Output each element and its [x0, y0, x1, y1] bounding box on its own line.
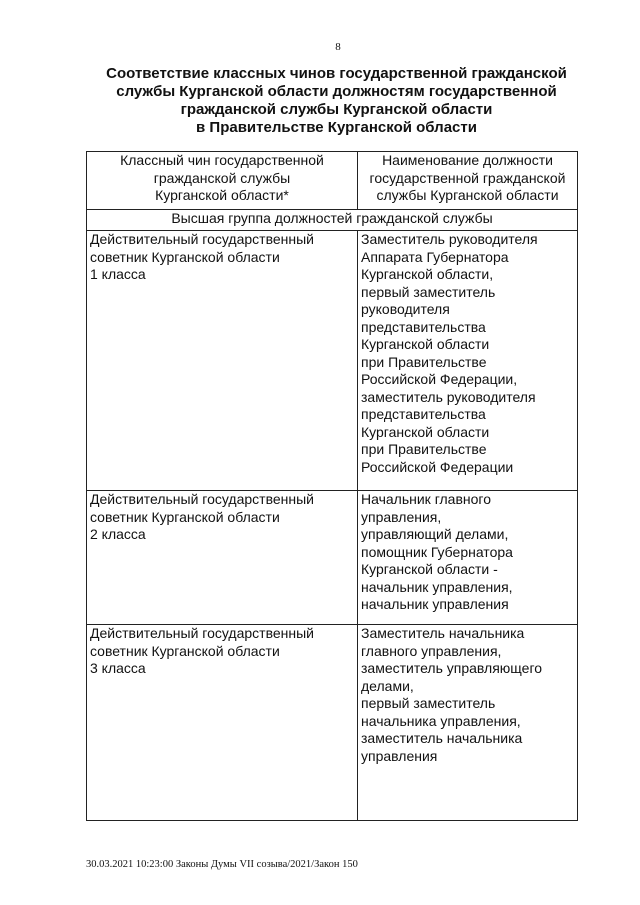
rank-line: советник Курганской области: [90, 508, 280, 525]
position-line: Заместитель начальника: [361, 625, 525, 641]
position-line: заместитель руководителя: [361, 388, 536, 405]
position-line: начальник управления,: [361, 578, 513, 595]
title-line: в Правительстве Курганской области: [196, 119, 477, 136]
group-row: [87, 210, 578, 231]
document-footer: 30.03.2021 10:23:00 Законы Думы VII созыва/2021/Закон 150: [86, 859, 358, 870]
table-row: [87, 231, 578, 491]
position-line: Начальник главного: [361, 491, 491, 507]
header-position-cell: [358, 152, 578, 210]
position-line: Российской Федерации,: [361, 371, 518, 387]
rank-line: Действительный государственный: [90, 625, 314, 641]
position-line: Курганской области: [361, 336, 490, 352]
position-cell: [358, 491, 578, 625]
position-line: Курганской области: [361, 423, 490, 440]
rank-cell: [87, 491, 358, 625]
position-line: при Правительстве: [361, 353, 487, 370]
rank-cell: [87, 625, 358, 821]
position-line: главного управления,: [361, 642, 502, 659]
rank-line: 1 класса: [90, 266, 146, 282]
position-line: управления,: [361, 508, 442, 525]
position-line: Курганской области -: [361, 561, 498, 577]
title-line: Соответствие классных чинов государственной гражданской: [106, 65, 567, 82]
position-line: руководителя: [361, 301, 450, 317]
position-line: при Правительстве: [361, 441, 487, 457]
position-line: делами,: [361, 677, 414, 694]
table-row: [87, 491, 578, 625]
title-line: гражданской службы Курганской области: [180, 101, 493, 118]
position-line: Курганской области,: [361, 266, 494, 282]
document-title: [90, 65, 583, 137]
header-line: Курганской области*: [155, 187, 289, 203]
header-line: службы Курганской области: [376, 187, 559, 203]
rank-cell: [87, 231, 358, 491]
position-cell: [358, 625, 578, 821]
table-row: [87, 625, 578, 821]
position-line: заместитель управляющего: [361, 660, 543, 676]
position-line: заместитель начальника: [361, 730, 523, 746]
header-line: Классный чин государственной: [120, 152, 324, 168]
header-rank-cell: [87, 152, 358, 210]
rank-line: 3 класса: [90, 660, 146, 676]
position-line: управляющий делами,: [361, 526, 509, 542]
position-line: первый заместитель: [361, 695, 496, 711]
position-line: представительства: [361, 406, 486, 422]
class-rank-table: [86, 151, 578, 821]
position-line: помощник Губернатора: [361, 543, 513, 560]
position-line: Заместитель руководителя: [361, 231, 538, 247]
position-line: представительства: [361, 318, 486, 335]
table-header-row: [87, 152, 578, 210]
position-line: управления: [361, 747, 438, 764]
position-line: первый заместитель: [361, 283, 496, 300]
position-line: Российской Федерации: [361, 458, 514, 475]
position-line: начальник управления: [361, 596, 509, 612]
page-number: 8: [335, 41, 341, 53]
rank-line: Действительный государственный: [90, 231, 314, 247]
title-line: службы Курганской области должностям государственной: [116, 83, 557, 100]
position-line: начальника управления,: [361, 712, 521, 729]
rank-line: 2 класса: [90, 526, 146, 542]
rank-line: советник Курганской области: [90, 642, 280, 659]
rank-line: советник Курганской области: [90, 248, 280, 265]
header-line: Наименование должности: [382, 152, 553, 168]
position-line: Аппарата Губернатора: [361, 248, 509, 265]
position-cell: [358, 231, 578, 491]
header-line: гражданской службы: [153, 169, 291, 186]
header-line: государственной гражданской: [369, 169, 566, 186]
group-label: Высшая группа должностей гражданской службы: [87, 210, 578, 231]
rank-line: Действительный государственный: [90, 491, 314, 507]
